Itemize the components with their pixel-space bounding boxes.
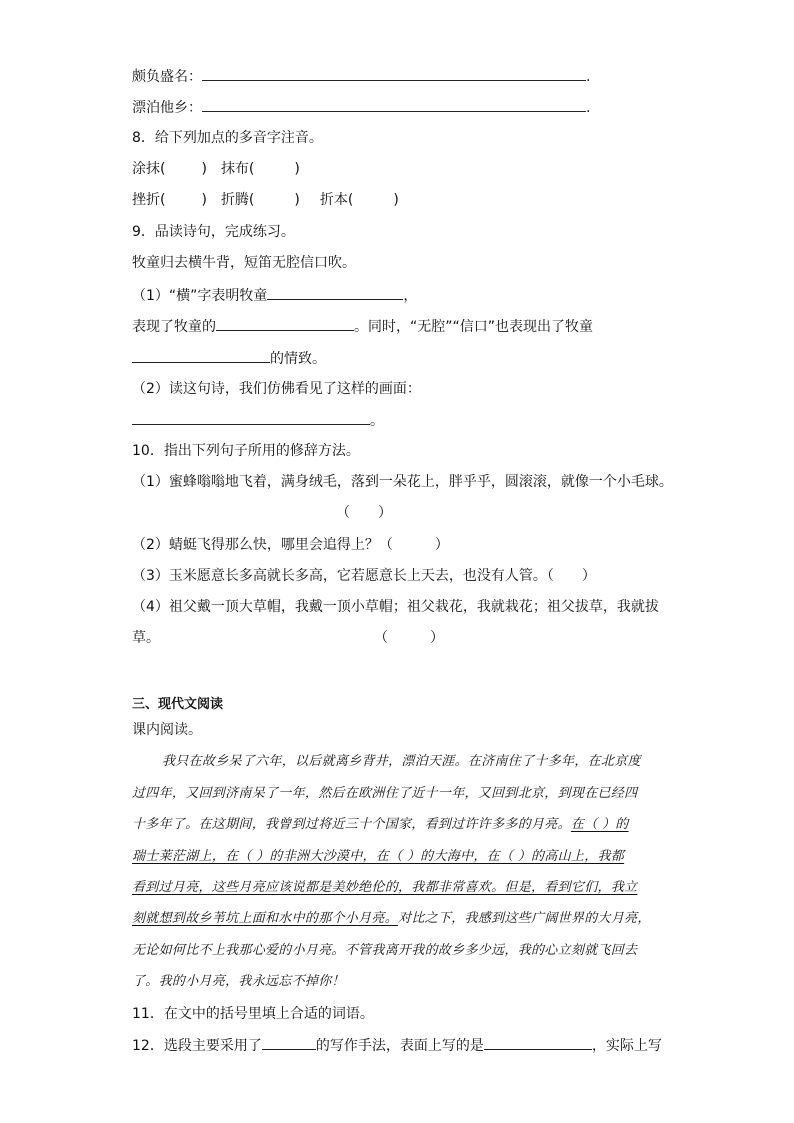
paren-close: ) [201,192,207,208]
answer-blank[interactable] [202,97,586,112]
q9-part2: （2）读这句诗，我们仿佛看见了这样的画面： [132,381,421,397]
pinyin-item-label: 折腾( [220,192,255,208]
q9-part1-text: 。同时，“无腔”“信口”也表现出了牧童 [354,319,594,335]
q9-part1-line1 [132,285,417,306]
answer-blank[interactable] [267,285,403,300]
paren-close: ) [294,192,300,208]
q9-part2-answer [132,410,384,431]
q10-sentence-3: （3）玉米愿意长多高就长多高，它若愿意长上天去，也没有人管。（ ） [132,568,596,584]
q10-sentence-4: （4）祖父戴一顶大草帽，我戴一顶小草帽；祖父栽花，我就栽花；祖父拔草，我就拔 [132,599,659,615]
q10-sentence-2: （2）蜻蜓飞得那么快，哪里会追得上？（ ） [132,537,449,553]
section-subtitle: 课内阅读。 [132,722,202,738]
period: 。 [370,413,384,429]
pinyin-item-label: 折本( [319,192,354,208]
passage-underlined-line [132,878,637,898]
section-title: 三、现代文阅读 [132,697,224,712]
word-line-2 [132,97,590,118]
pinyin-item-label: 涂抹( [132,161,166,177]
answer-blank[interactable] [484,1035,592,1050]
answer-blank[interactable] [132,410,370,425]
passage-underlined-text: 我立 [610,880,638,895]
passage-line: 过四年，又回到济南呆了一年，然后在欧洲住了近十一年，又回到北京，到现在已经四 [132,786,638,801]
passage-underlined-text: 在（ ）的 [570,817,629,832]
q12-line [132,1035,662,1056]
answer-blank[interactable] [216,316,354,331]
period: . [586,69,591,85]
paren-close: ) [294,161,300,177]
paren-close: ) [201,161,207,177]
q10-answer-paren-4[interactable]: （ ） [374,630,444,646]
q8-row-2 [132,190,399,210]
answer-blank[interactable] [132,348,270,363]
q12-text: ，实际上写 [591,1038,662,1054]
period: . [586,100,591,116]
pinyin-item-label: 挫折( [132,192,166,208]
passage-text: 对比之下，我感到这些广阔世界的大月亮， [398,911,651,926]
paren-close: ) [393,192,399,208]
q8-row-1 [132,159,300,179]
pinyin-item-label: 抹布( [220,161,255,177]
answer-blank[interactable] [202,66,586,81]
q10-sentence-1: （1）蜜蜂嗡嗡地飞着，满身绒毛，落到一朵花上，胖乎乎，圆滚滚，就像一个小毛球。 [132,474,673,490]
q10-answer-paren-1[interactable]: （ ） [336,505,392,521]
q12-text: 的写作手法，表面上写的是 [315,1038,484,1054]
passage-line [132,909,651,929]
q9-part1-line3 [132,348,326,369]
q12-text: 12．选段主要采用了 [132,1038,262,1054]
word-line-1 [132,66,590,87]
answer-blank[interactable] [262,1035,316,1050]
q9-part1-line2 [132,316,593,337]
word-label-2: 漂泊他乡： [132,100,202,116]
q9-part1-text: 的情致。 [270,351,326,367]
passage-underlined-text: 看到过月亮，这些月亮应该说都是美妙绝伦的，我都非常喜欢。但是，看到它们， [132,880,611,895]
passage-underlined-text: 刻就想到故乡苇坑上面和水中的那个小月亮。 [132,911,399,926]
passage-line: 无论如何比不上我那心爱的小月亮。不管我离开我的故乡多少远，我的心立刻就飞回去 [132,943,638,958]
passage-line: 我只在故乡呆了六年，以后就离乡背井，漂泊天涯。在济南住了十多年，在北京度 [162,754,641,769]
comma: ， [403,288,418,304]
passage-underlined-line: 瑞士莱茫湖上，在（ ）的非洲大沙漠中，在（ ）的大海中，在（ ）的高山上，我都 [132,849,625,864]
passage-line [132,815,629,835]
q9-part1-text: 表现了牧童的 [132,319,216,335]
q10-sentence-4-cont: 草。 [132,630,160,646]
q9-part1-text: （1）“横”字表明牧童 [132,288,268,304]
q9-poem: 牧童归去横牛背，短笛无腔信口吹。 [132,255,356,271]
passage-text: 十多年了。在这期间，我曾到过将近三十个国家，看到过许许多多的月亮。 [132,817,571,832]
q9-title: 9．品读诗句，完成练习。 [132,224,295,240]
q10-title: 10．指出下列句子所用的修辞方法。 [132,443,360,459]
q11-title: 11．在文中的括号里填上合适的词语。 [132,1006,374,1022]
passage-line: 了。我的小月亮，我永远忘不掉你！ [132,974,345,989]
word-label-1: 颇负盛名： [132,69,202,85]
q8-title: 8．给下列加点的多音字注音。 [132,130,323,146]
